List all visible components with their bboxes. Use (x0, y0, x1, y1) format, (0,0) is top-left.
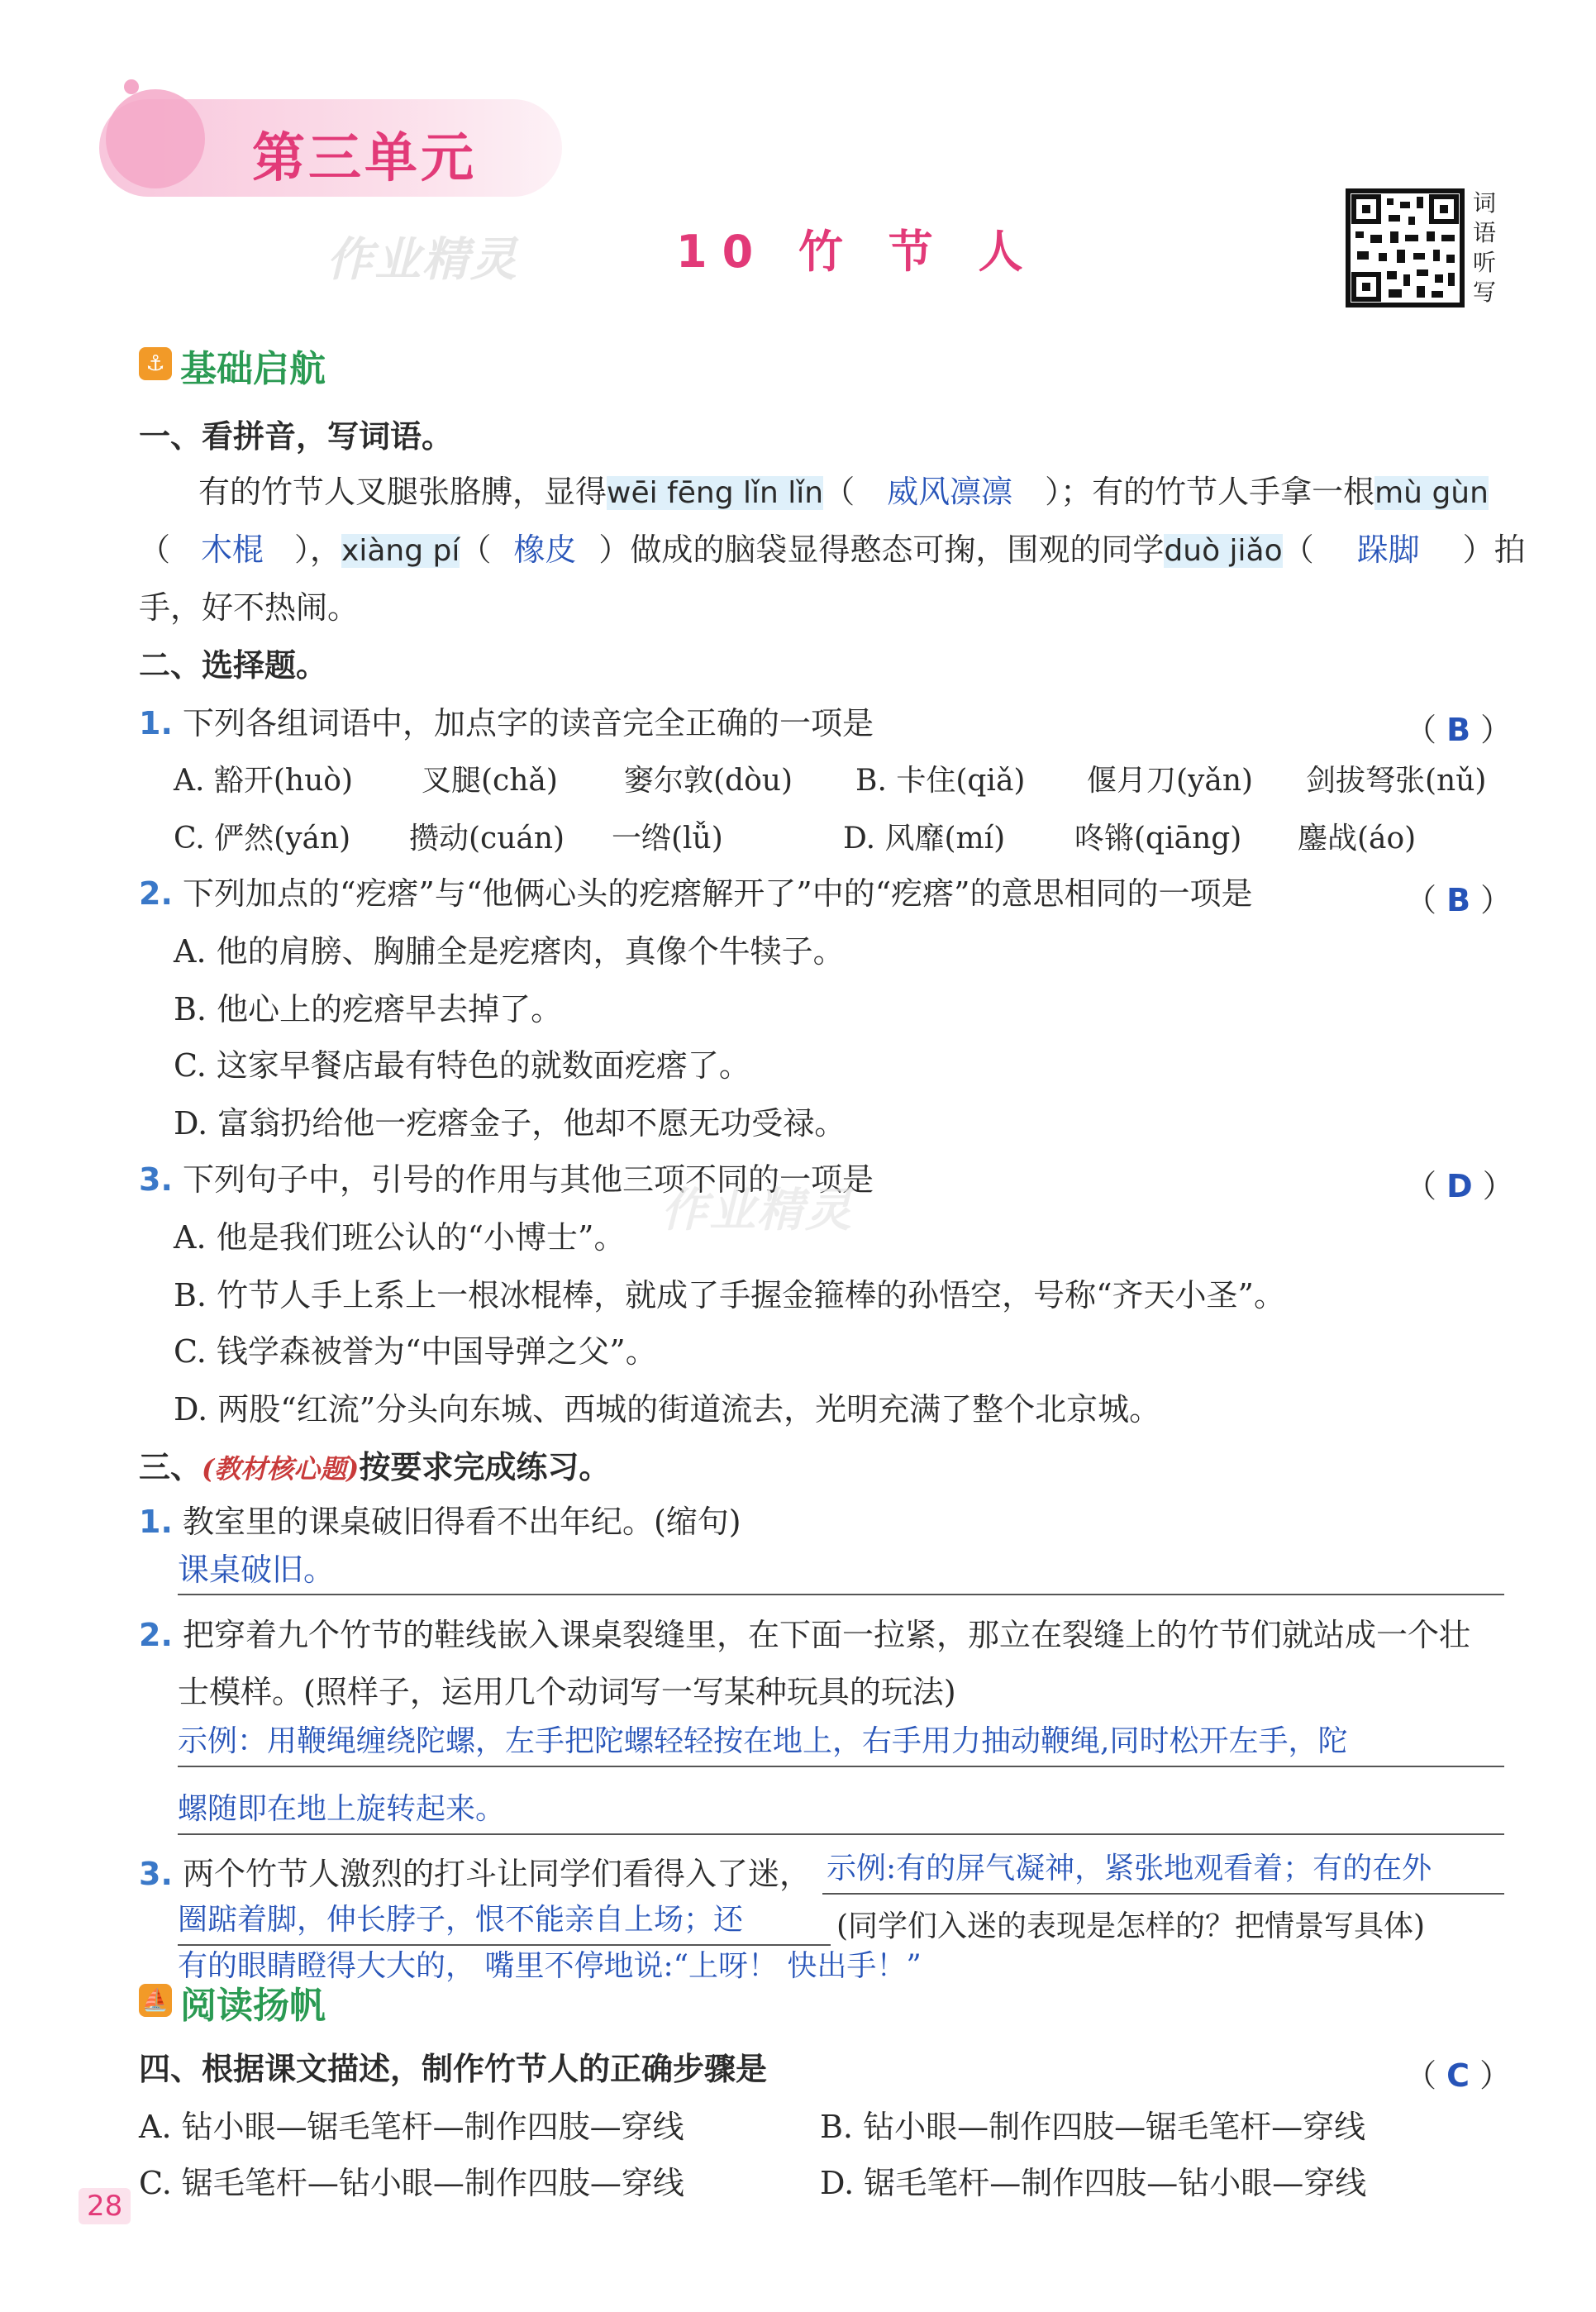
q3-heading: 三、(教材核心题)按要求完成练习。 (139, 1448, 611, 1485)
page-number: 28 (79, 2188, 131, 2224)
q4-option-c: C. 锯毛笔杆—钻小眼—制作四肢—穿线 (139, 2165, 684, 2201)
q2-2-option-a: A. 他的肩膀、胸脯全是疙瘩肉，真像个牛犊子。 (174, 933, 845, 970)
sailboat-icon: ⛵ (139, 1984, 172, 2017)
q4-option-d: D. 锯毛笔杆—制作四肢—钻小眼—穿线 (820, 2165, 1367, 2201)
q4-option-b: B. 钻小眼—制作四肢—锯毛笔杆—穿线 (820, 2109, 1366, 2145)
core-question-tag: (教材核心题) (202, 1453, 360, 1485)
q3-3-answer-line3[interactable]: 有的眼睛瞪得大大的， 嘴里不停地说:“上呀！ 快出手！” (178, 1949, 922, 1983)
section-title-reading: 阅读扬帆 (180, 1985, 326, 2027)
q4-option-a: A. 钻小眼—锯毛笔杆—制作四肢—穿线 (139, 2109, 684, 2145)
q3-2-stem-line1: 2. 把穿着九个竹节的鞋线嵌入课桌裂缝里，在下面一拉紧，那立在裂缝上的竹节们就站成一个壮 (139, 1617, 1470, 1653)
q2-3-option-a: A. 他是我们班公认的“小博士”。 (174, 1219, 626, 1256)
q3-3-stem-b: (同学们入迷的表现是怎样的？把情景写具体) (836, 1909, 1426, 1943)
q2-3-stem: 3. 下列句子中，引号的作用与其他三项不同的一项是 (139, 1161, 874, 1198)
q2-3-option-d: D. 两股“红流”分头向东城、西城的街道流去，光明充满了整个北京城。 (174, 1391, 1161, 1428)
q2-2-option-c: C. 这家早餐店最有特色的就数面疙瘩了。 (174, 1047, 750, 1084)
q2-3-option-c: C. 钱学森被誉为“中国导弹之父”。 (174, 1333, 657, 1370)
q3-3-answer-line2[interactable]: 圈踮着脚，伸长脖子，恨不能亲自上场；还 (178, 1903, 744, 1937)
answer-4[interactable]: 跺脚 (1356, 532, 1420, 568)
q2-2-option-b: B. 他心上的疙瘩早去掉了。 (174, 991, 563, 1027)
anchor-icon: ⚓ (139, 347, 172, 380)
q2-1-answer[interactable]: B (1446, 712, 1471, 748)
q1-line3: 手，好不热闹。 (139, 589, 360, 626)
section-title-basics: 基础启航 (180, 348, 326, 390)
q2-2-option-d: D. 富翁扔给他一疙瘩金子，他却不愿无功受禄。 (174, 1105, 846, 1142)
q2-1-opt-row2: C. 俨然(yán) 攒动(cuán) 一绺(lǚ) D. 风靡(mí) 咚锵(qiāng) 鏖战(áo) (174, 822, 1417, 856)
watermark-center: 作业精灵 (661, 1183, 853, 1237)
q4-answer-box[interactable]: （ C ） (1405, 2057, 1512, 2094)
q3-2-stem-line2: 士模样。(照样子，运用几个动词写一写某种玩具的玩法) (178, 1674, 956, 1710)
q1-line1: 有的竹节人叉腿张胳膊，显得wēi fēng lǐn lǐn（ 威风凛凛 ）；有的竹节人手拿一根mù gùn (198, 474, 1489, 510)
qr-label: 词语听写 (1473, 189, 1497, 306)
q2-1-answer-box[interactable]: （ B ） (1405, 712, 1513, 748)
q2-3-answer[interactable]: D (1446, 1168, 1473, 1204)
qr-code-icon[interactable] (1346, 188, 1465, 307)
pinyin-2: mù gùn (1374, 476, 1489, 510)
answer-line (178, 1944, 831, 1946)
answer-line (178, 1833, 1504, 1835)
q1-line2: （ 木棍 ），xiàng pí（ 橡皮 ）做成的脑袋显得憨态可掬，围观的同学duò jiǎo（ 跺脚 ）拍 (139, 532, 1526, 568)
q3-3-stem: 3. 两个竹节人激烈的打斗让同学们看得入了迷， (139, 1856, 811, 1892)
watermark: 作业精灵 (326, 232, 518, 287)
q3-1-answer[interactable]: 课桌破旧。 (178, 1552, 336, 1588)
q2-1-stem: 1. 下列各组词语中，加点字的读音完全正确的一项是 (139, 705, 874, 741)
q1-heading: 一、看拼音，写词语。 (139, 417, 454, 455)
q3-2-answer-line2[interactable]: 螺随即在地上旋转起来。 (178, 1792, 506, 1826)
mascot-antenna-icon (124, 79, 139, 94)
lesson-title: 10 竹 节 人 (676, 226, 1038, 278)
answer-line (822, 1893, 1504, 1895)
pinyin-3: xiàng pí (341, 534, 460, 568)
q3-3-answer-line1[interactable]: 示例:有的屏气凝神，紧张地观看着；有的在外 (827, 1852, 1432, 1885)
q2-3-answer-box[interactable]: （ D ） (1405, 1168, 1514, 1204)
answer-line (178, 1766, 1504, 1767)
q3-2-answer-line1[interactable]: 示例：用鞭绳缠绕陀螺，左手把陀螺轻轻按在地上，右手用力抽动鞭绳,同时松开左手，陀 (178, 1724, 1348, 1758)
answer-1[interactable]: 威风凛凛 (887, 474, 1013, 510)
pinyin-4: duò jiǎo (1164, 534, 1283, 568)
q2-heading: 二、选择题。 (139, 646, 328, 684)
q2-2-stem: 2. 下列加点的“疙瘩”与“他俩心头的疙瘩解开了”中的“疙瘩”的意思相同的一项是 (139, 875, 1253, 912)
mascot-icon (106, 89, 205, 188)
answer-3[interactable]: 橡皮 (513, 532, 577, 568)
unit-title: 第三单元 (252, 127, 477, 189)
q2-1-opt-row1: A. 豁开(huò) 叉腿(chǎ) 窭尔敦(dòu) B. 卡住(qiǎ) 偃月刀(yǎn) 剑拔弩张(nǔ) (174, 764, 1487, 798)
q2-3-option-b: B. 竹节人手上系上一根冰棍棒，就成了手握金箍棒的孙悟空，号称“齐天小圣”。 (174, 1277, 1285, 1313)
q2-2-answer-box[interactable]: （ B ） (1405, 882, 1513, 918)
q2-2-answer[interactable]: B (1446, 882, 1471, 918)
q3-1-stem: 1. 教室里的课桌破旧得看不出年纪。(缩句) (139, 1504, 741, 1540)
answer-2[interactable]: 木棍 (201, 532, 264, 568)
answer-line (178, 1594, 1504, 1595)
q4-heading: 四、根据课文描述，制作竹节人的正确步骤是 (139, 2050, 768, 2087)
pinyin-1: wēi fēng lǐn lǐn (607, 476, 824, 510)
q4-answer[interactable]: C (1446, 2057, 1470, 2094)
